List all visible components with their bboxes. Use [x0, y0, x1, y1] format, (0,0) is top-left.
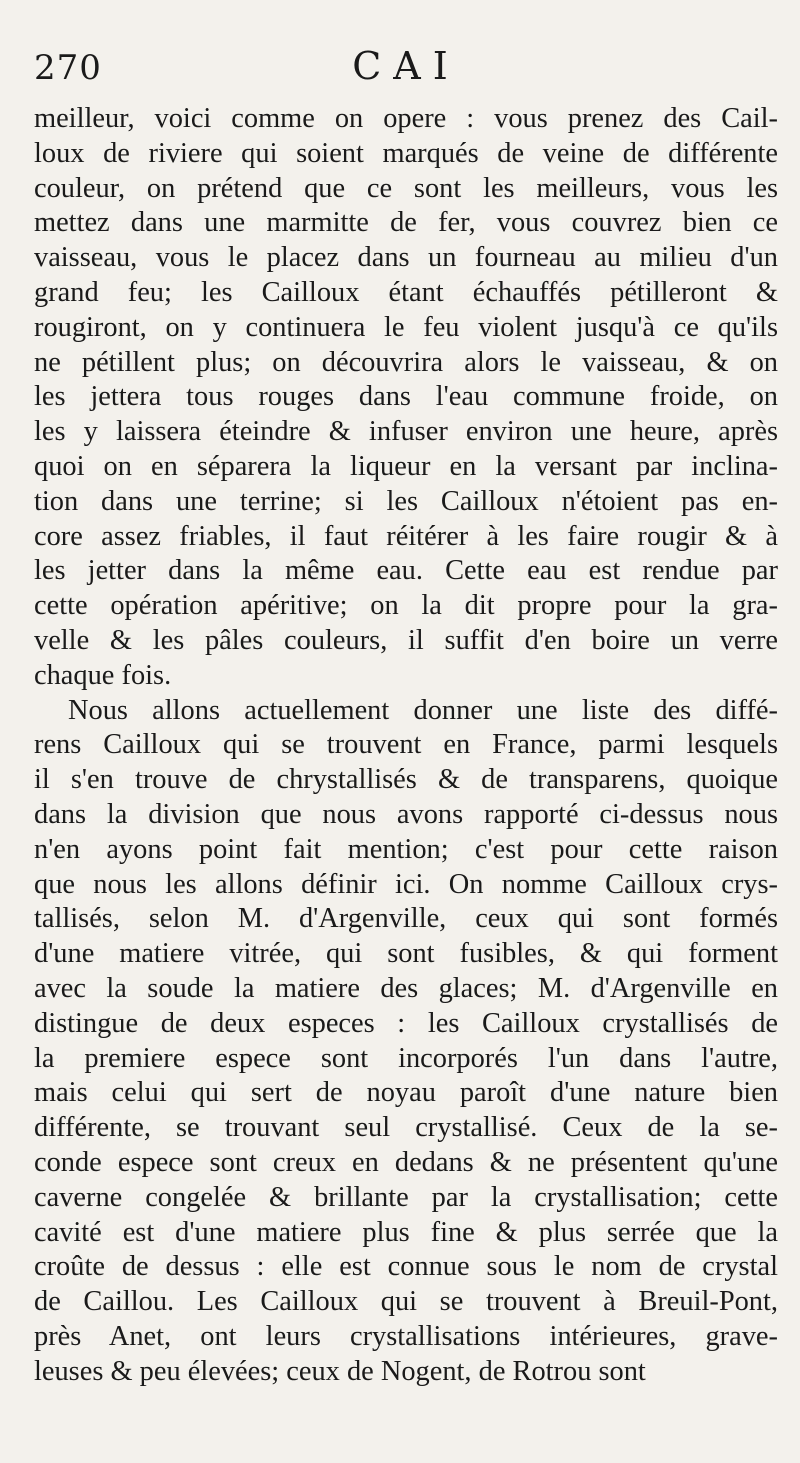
text-line: conde espece sont creux en dedans & ne présentent qu'une: [34, 1146, 778, 1178]
text-line: les jetter dans la même eau. Cette eau est rendue par: [34, 555, 778, 587]
body-text: [34, 102, 778, 1389]
running-title: CAI: [352, 44, 460, 88]
text-line: ne pétillent plus; on découvrira alors le vaisseau, & on: [34, 346, 778, 378]
text-line: de Caillou. Les Cailloux qui se trouvent à Breuil-Pont,: [34, 1286, 778, 1318]
text-line: rens Cailloux qui se trouvent en France, parmi lesquels: [34, 729, 778, 761]
text-line: cette opération apéritive; on la dit propre pour la gra-: [34, 590, 778, 622]
text-line: que nous les allons définir ici. On nomme Cailloux crys-: [34, 868, 778, 900]
text-line: mettez dans une marmitte de fer, vous couvrez bien ce: [34, 207, 778, 239]
text-line: leuses & peu élevées; ceux de Nogent, de Rotrou sont: [34, 1355, 646, 1387]
text-line: près Anet, ont leurs crystallisations intérieures, grave-: [34, 1320, 778, 1352]
page-number: 270: [34, 48, 102, 88]
text-line: la premiere espece sont incorporés l'un dans l'autre,: [34, 1042, 778, 1074]
text-line: Nous allons actuellement donner une liste des diffé-: [68, 694, 778, 726]
text-line: les y laissera éteindre & infuser environ une heure, après: [34, 416, 778, 448]
text-line: croûte de dessus : elle est connue sous le nom de crystal: [34, 1251, 778, 1283]
text-line: les jettera tous rouges dans l'eau commune froide, on: [34, 381, 778, 413]
text-line: caverne congelée & brillante par la crystallisation; cette: [34, 1181, 778, 1213]
text-line: il s'en trouve de chrystallisés & de transparens, quoique: [34, 764, 778, 796]
text-line: dans la division que nous avons rapporté ci-dessus nous: [34, 798, 778, 830]
text-line: meilleur, voici comme on opere : vous prenez des Cail-: [34, 103, 778, 134]
text-line: n'en ayons point fait mention; c'est pour cette raison: [34, 833, 778, 865]
paragraph: [34, 102, 778, 694]
text-line: core assez friables, il faut réitérer à les faire rougir & à: [34, 520, 778, 552]
text-line: cavité est d'une matiere plus fine & plus serrée que la: [34, 1216, 778, 1248]
text-line: loux de riviere qui soient marqués de veine de différente: [34, 137, 778, 169]
text-line: velle & les pâles couleurs, il suffit d'en boire un verre: [34, 624, 778, 656]
text-line: tion dans une terrine; si les Cailloux n'étoient pas en-: [34, 485, 778, 517]
running-head: [34, 40, 778, 98]
text-line: grand feu; les Cailloux étant échauffés pétilleront &: [34, 276, 778, 308]
text-line: d'une matiere vitrée, qui sont fusibles, & qui forment: [34, 938, 778, 970]
text-line: vaisseau, vous le placez dans un fourneau au milieu d'un: [34, 242, 778, 274]
text-line: mais celui qui sert de noyau paroît d'une nature bien: [34, 1077, 778, 1109]
text-line: rougiront, on y continuera le feu violent jusqu'à ce qu'ils: [34, 311, 778, 343]
text-line: chaque fois.: [34, 659, 172, 691]
text-line: tallisés, selon M. d'Argenville, ceux qui sont formés: [34, 903, 778, 935]
text-line: couleur, on prétend que ce sont les meilleurs, vous les: [34, 172, 778, 204]
text-line: avec la soude la matiere des glaces; M. d'Argenville en: [34, 972, 778, 1004]
text-line: différente, se trouvant seul crystallisé. Ceux de la se-: [34, 1112, 778, 1144]
paragraph: [34, 694, 778, 1390]
text-line: distingue de deux especes : les Cailloux crystallisés de: [34, 1007, 778, 1039]
text-line: quoi on en séparera la liqueur en la versant par inclina-: [34, 450, 778, 482]
